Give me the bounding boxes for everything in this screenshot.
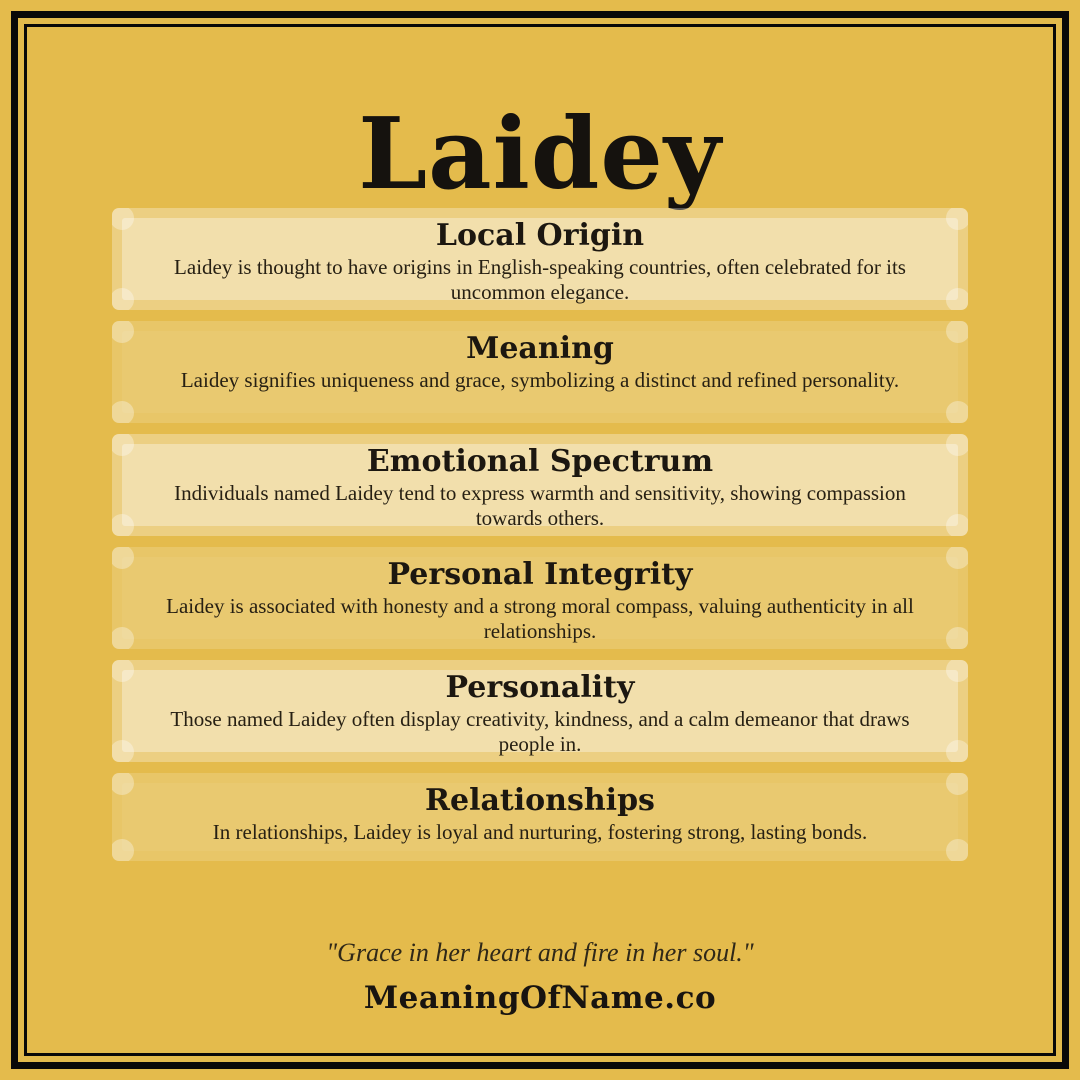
section-card-inner <box>122 444 958 530</box>
section-card-local-origin <box>112 208 968 310</box>
section-card-personal-integrity <box>112 547 968 649</box>
section-card-emotional-spectrum <box>112 434 968 536</box>
section-card-inner <box>122 670 958 756</box>
footer-quote: "Grace in her heart and fire in her soul." <box>326 938 754 967</box>
section-card-inner <box>122 557 958 643</box>
section-card-inner <box>122 331 958 413</box>
section-card-relationships <box>112 773 968 861</box>
section-heading: Meaning <box>466 331 614 366</box>
name-title: Laidey <box>358 96 722 212</box>
section-body: Laidey is associated with honesty and a strong moral compass, valuing authenticity in all relationships. <box>166 593 914 643</box>
section-heading: Personality <box>445 670 635 705</box>
sections-list <box>112 208 968 861</box>
section-card-personality <box>112 660 968 762</box>
brand-name: MeaningOfName.co <box>363 980 717 1016</box>
section-body: Those named Laidey often display creativity, kindness, and a calm demeanor that draws people in. <box>170 706 910 756</box>
section-heading: Emotional Spectrum <box>366 444 714 479</box>
section-body: Laidey signifies uniqueness and grace, symbolizing a distinct and refined personality. <box>180 367 900 392</box>
section-heading: Personal Integrity <box>387 557 693 592</box>
section-heading: Local Origin <box>435 218 645 253</box>
section-card-inner <box>122 783 958 851</box>
section-body: Laidey is thought to have origins in English-speaking countries, often celebrated for its uncommon elegance. <box>174 254 906 304</box>
section-card-meaning <box>112 321 968 423</box>
section-body: Individuals named Laidey tend to express warmth and sensitivity, showing compassion towards others. <box>174 480 906 530</box>
section-body: In relationships, Laidey is loyal and nurturing, fostering strong, lasting bonds. <box>212 819 868 844</box>
section-heading: Relationships <box>425 783 655 818</box>
section-card-inner <box>122 218 958 304</box>
